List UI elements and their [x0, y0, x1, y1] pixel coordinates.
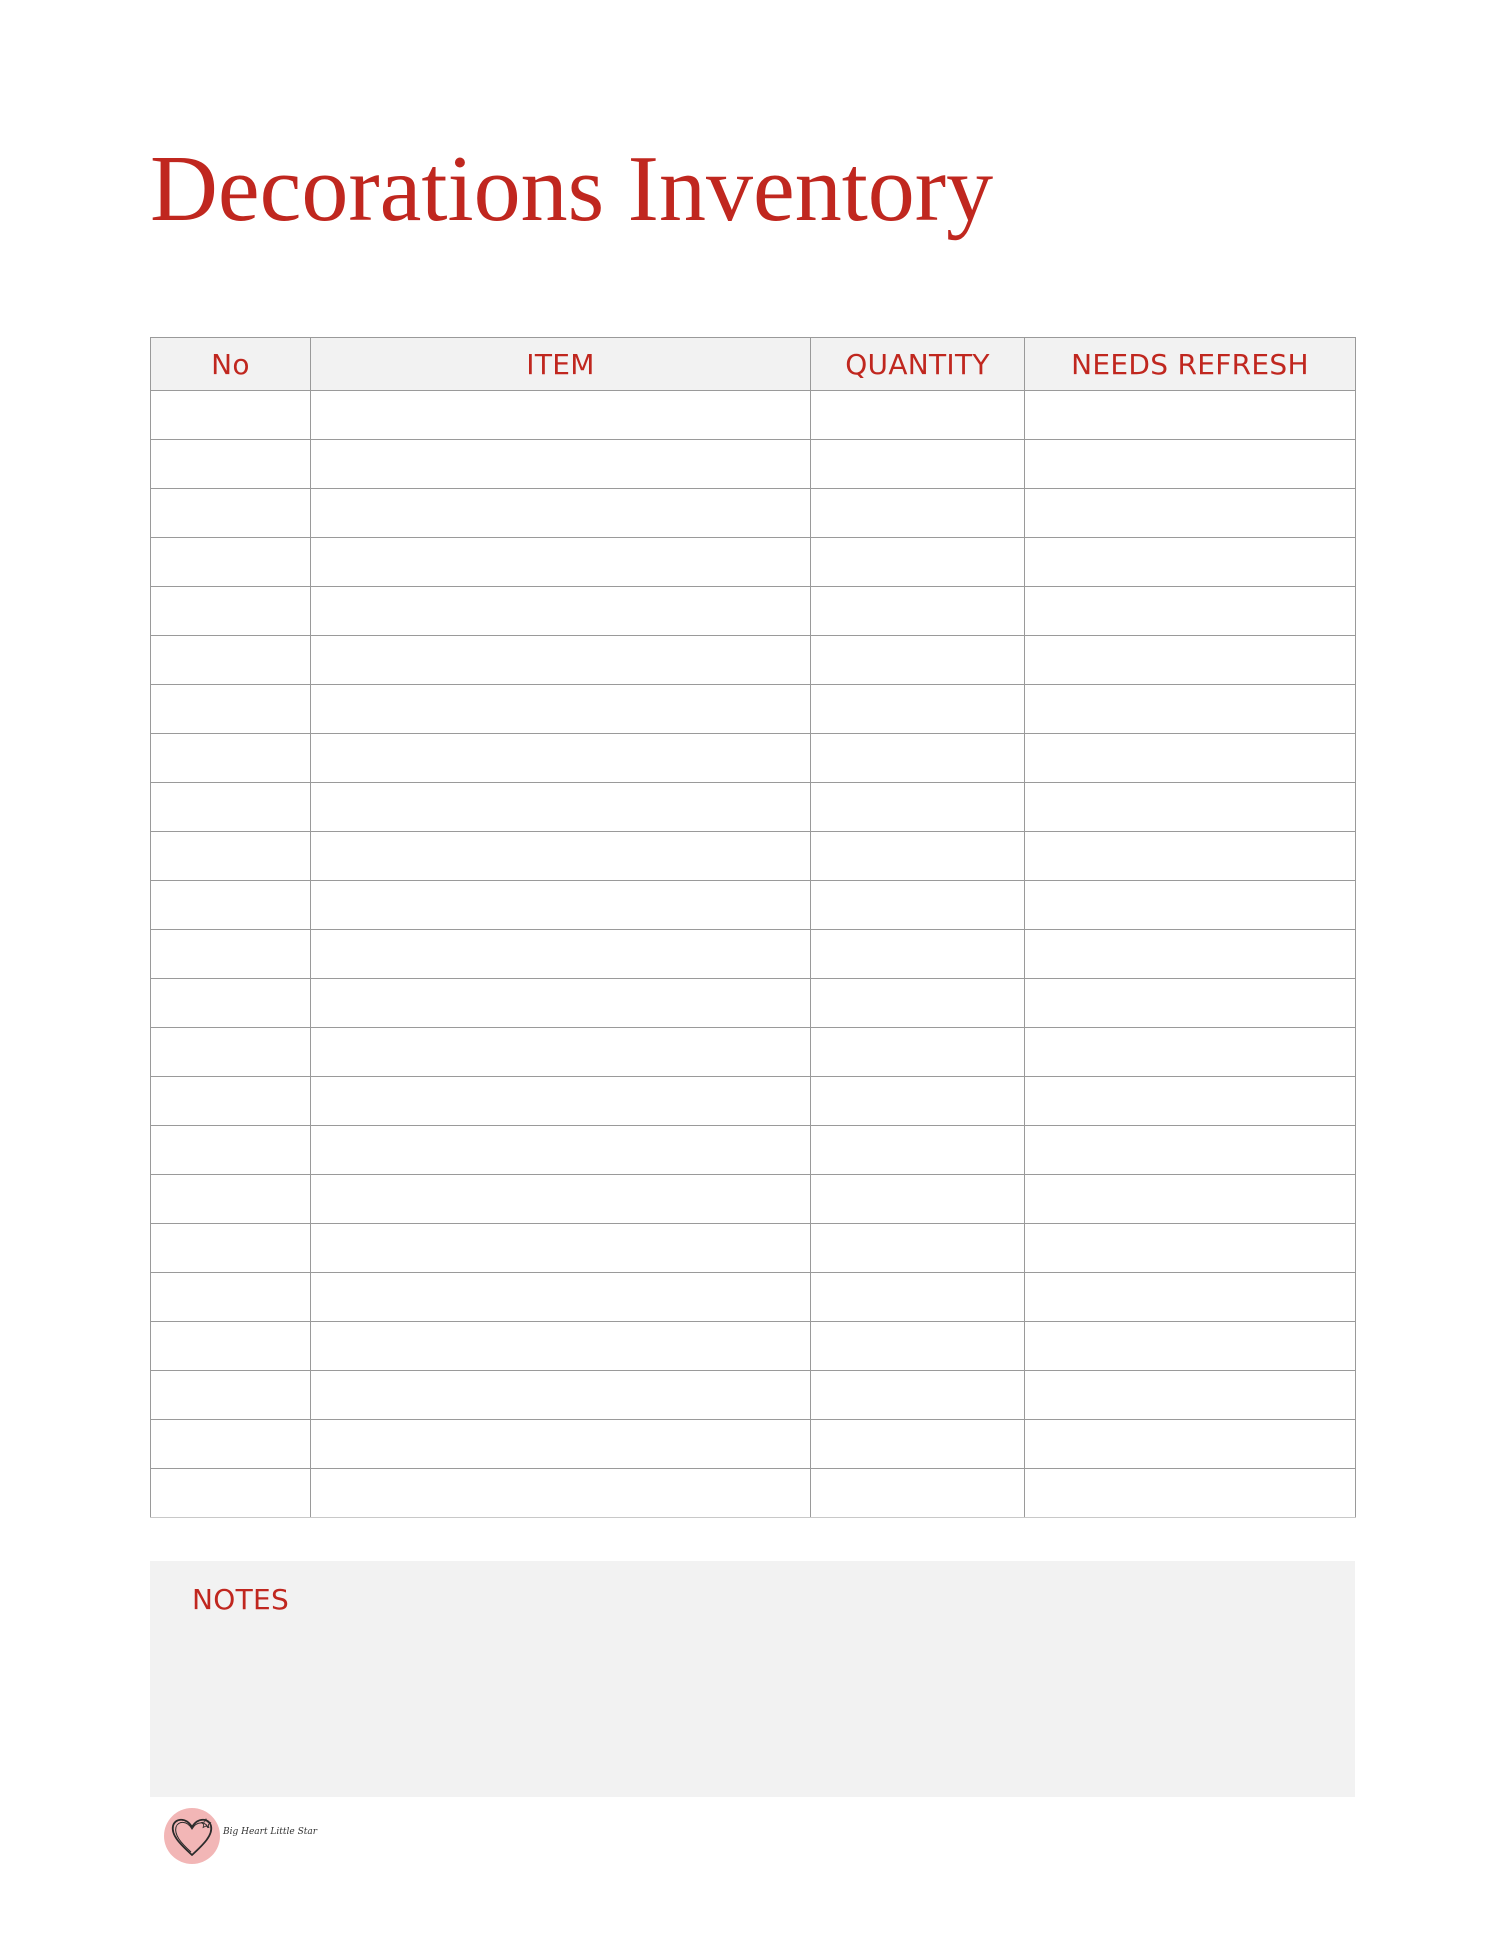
table-row [151, 489, 1356, 538]
cell-no[interactable] [151, 1077, 311, 1126]
table-row [151, 783, 1356, 832]
cell-needs-refresh[interactable] [1025, 587, 1356, 636]
cell-needs-refresh[interactable] [1025, 1224, 1356, 1273]
cell-quantity[interactable] [811, 1126, 1025, 1175]
notes-box[interactable] [150, 1561, 1355, 1797]
cell-needs-refresh[interactable] [1025, 489, 1356, 538]
cell-no[interactable] [151, 685, 311, 734]
cell-quantity[interactable] [811, 734, 1025, 783]
cell-item[interactable] [311, 979, 811, 1028]
cell-no[interactable] [151, 783, 311, 832]
table-row [151, 979, 1356, 1028]
cell-quantity[interactable] [811, 930, 1025, 979]
cell-item[interactable] [311, 1224, 811, 1273]
table-row [151, 1224, 1356, 1273]
cell-needs-refresh[interactable] [1025, 538, 1356, 587]
cell-quantity[interactable] [811, 1273, 1025, 1322]
cell-quantity[interactable] [811, 1420, 1025, 1469]
cell-no[interactable] [151, 1175, 311, 1224]
page-title: Decorations Inventory [150, 137, 994, 241]
heart-icon [162, 1806, 222, 1866]
table-row [151, 538, 1356, 587]
cell-needs-refresh[interactable] [1025, 734, 1356, 783]
cell-quantity[interactable] [811, 832, 1025, 881]
cell-no[interactable] [151, 1420, 311, 1469]
cell-item[interactable] [311, 685, 811, 734]
table-row [151, 1371, 1356, 1420]
cell-item[interactable] [311, 1420, 811, 1469]
cell-quantity[interactable] [811, 1371, 1025, 1420]
table-row [151, 1126, 1356, 1175]
cell-needs-refresh[interactable] [1025, 783, 1356, 832]
cell-needs-refresh[interactable] [1025, 636, 1356, 685]
cell-needs-refresh[interactable] [1025, 685, 1356, 734]
table-row [151, 587, 1356, 636]
cell-no[interactable] [151, 391, 311, 440]
cell-needs-refresh[interactable] [1025, 881, 1356, 930]
cell-item[interactable] [311, 1371, 811, 1420]
cell-quantity[interactable] [811, 391, 1025, 440]
column-header-no: No [151, 338, 311, 391]
table-row [151, 1077, 1356, 1126]
column-header-needs-refresh: NEEDS REFRESH [1025, 338, 1356, 391]
table-header-row [151, 338, 1356, 391]
cell-no[interactable] [151, 832, 311, 881]
cell-no[interactable] [151, 881, 311, 930]
cell-item[interactable] [311, 783, 811, 832]
cell-item[interactable] [311, 489, 811, 538]
cell-item[interactable] [311, 734, 811, 783]
cell-item[interactable] [311, 1469, 811, 1518]
cell-item[interactable] [311, 538, 811, 587]
cell-needs-refresh[interactable] [1025, 1126, 1356, 1175]
cell-needs-refresh[interactable] [1025, 1028, 1356, 1077]
cell-quantity[interactable] [811, 440, 1025, 489]
cell-item[interactable] [311, 1273, 811, 1322]
cell-quantity[interactable] [811, 1469, 1025, 1518]
table-row [151, 832, 1356, 881]
cell-item[interactable] [311, 391, 811, 440]
table-row [151, 1469, 1356, 1518]
cell-needs-refresh[interactable] [1025, 1273, 1356, 1322]
cell-quantity[interactable] [811, 685, 1025, 734]
cell-item[interactable] [311, 440, 811, 489]
cell-no[interactable] [151, 1469, 311, 1518]
table-body [151, 391, 1356, 1518]
table-row [151, 685, 1356, 734]
logo-text: Big Heart Little Star [223, 1827, 318, 1837]
cell-item[interactable] [311, 832, 811, 881]
cell-quantity[interactable] [811, 1175, 1025, 1224]
cell-needs-refresh[interactable] [1025, 391, 1356, 440]
cell-item[interactable] [311, 881, 811, 930]
table-row [151, 1273, 1356, 1322]
cell-quantity[interactable] [811, 1028, 1025, 1077]
cell-needs-refresh[interactable] [1025, 1077, 1356, 1126]
cell-quantity[interactable] [811, 881, 1025, 930]
table-row [151, 1322, 1356, 1371]
cell-quantity[interactable] [811, 538, 1025, 587]
brand-logo [162, 1806, 318, 1866]
cell-no[interactable] [151, 636, 311, 685]
table-row [151, 391, 1356, 440]
table-row [151, 440, 1356, 489]
cell-no[interactable] [151, 1273, 311, 1322]
cell-no[interactable] [151, 1028, 311, 1077]
cell-no[interactable] [151, 734, 311, 783]
cell-item[interactable] [311, 1322, 811, 1371]
cell-item[interactable] [311, 1077, 811, 1126]
cell-no[interactable] [151, 1371, 311, 1420]
cell-no[interactable] [151, 1126, 311, 1175]
cell-no[interactable] [151, 538, 311, 587]
cell-no[interactable] [151, 1224, 311, 1273]
cell-no[interactable] [151, 979, 311, 1028]
cell-needs-refresh[interactable] [1025, 1322, 1356, 1371]
cell-quantity[interactable] [811, 636, 1025, 685]
cell-needs-refresh[interactable] [1025, 832, 1356, 881]
table-row [151, 1175, 1356, 1224]
notes-label: NOTES [192, 1583, 290, 1616]
cell-needs-refresh[interactable] [1025, 930, 1356, 979]
cell-item[interactable] [311, 1028, 811, 1077]
cell-needs-refresh[interactable] [1025, 1420, 1356, 1469]
table-row [151, 930, 1356, 979]
cell-quantity[interactable] [811, 489, 1025, 538]
cell-needs-refresh[interactable] [1025, 979, 1356, 1028]
cell-no[interactable] [151, 930, 311, 979]
cell-item[interactable] [311, 930, 811, 979]
cell-item[interactable] [311, 1126, 811, 1175]
table-row [151, 1028, 1356, 1077]
column-header-item: ITEM [311, 338, 811, 391]
cell-needs-refresh[interactable] [1025, 1469, 1356, 1518]
cell-quantity[interactable] [811, 1322, 1025, 1371]
cell-quantity[interactable] [811, 979, 1025, 1028]
cell-quantity[interactable] [811, 783, 1025, 832]
table-row [151, 636, 1356, 685]
cell-item[interactable] [311, 636, 811, 685]
cell-quantity[interactable] [811, 1224, 1025, 1273]
inventory-table [150, 337, 1356, 1518]
cell-no[interactable] [151, 587, 311, 636]
cell-item[interactable] [311, 1175, 811, 1224]
table-row [151, 734, 1356, 783]
column-header-quantity: QUANTITY [811, 338, 1025, 391]
table-row [151, 881, 1356, 930]
table-row [151, 1420, 1356, 1469]
cell-needs-refresh[interactable] [1025, 440, 1356, 489]
cell-quantity[interactable] [811, 587, 1025, 636]
cell-no[interactable] [151, 489, 311, 538]
cell-needs-refresh[interactable] [1025, 1175, 1356, 1224]
cell-quantity[interactable] [811, 1077, 1025, 1126]
cell-needs-refresh[interactable] [1025, 1371, 1356, 1420]
cell-no[interactable] [151, 440, 311, 489]
cell-item[interactable] [311, 587, 811, 636]
cell-no[interactable] [151, 1322, 311, 1371]
